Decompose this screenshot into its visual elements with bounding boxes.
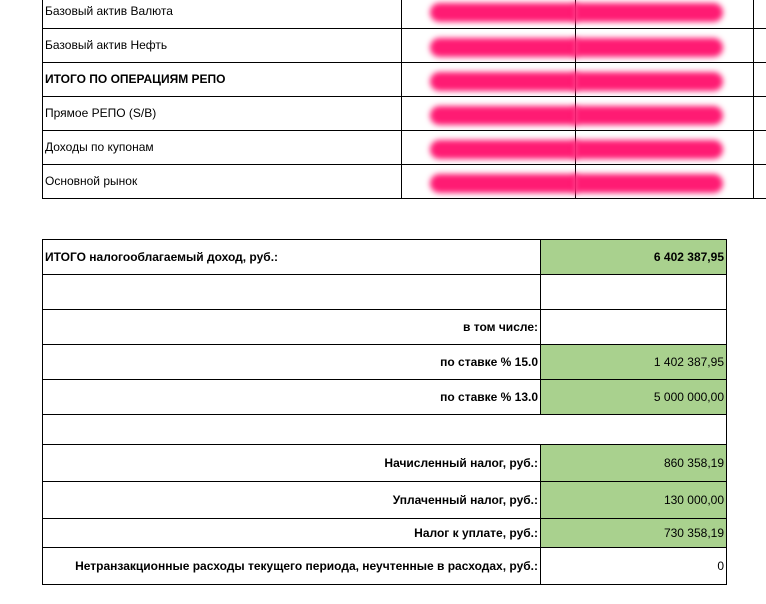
redaction-mark (430, 140, 577, 159)
table-row (43, 345, 727, 380)
paid-tax-label[interactable]: Уплаченный налог, руб.: (43, 482, 541, 519)
rate-13-label[interactable]: по ставке % 13.0 (43, 380, 541, 415)
redaction-mark (574, 38, 723, 57)
table-row (43, 130, 766, 164)
table-row (43, 164, 766, 198)
edge-cell[interactable] (754, 0, 766, 28)
redaction-mark (430, 174, 577, 193)
redaction-mark (430, 72, 577, 91)
edge-cell[interactable] (754, 96, 766, 130)
rate-15-label[interactable]: по ставке % 15.0 (43, 345, 541, 380)
table-row (43, 548, 727, 585)
table-row (43, 519, 727, 548)
table-row (43, 28, 766, 62)
total-income-label[interactable]: ИТОГО налогооблагаемый доход, руб.: (43, 240, 541, 275)
row-label[interactable]: ИТОГО ПО ОПЕРАЦИЯМ РЕПО (43, 62, 402, 96)
edge-cell[interactable] (754, 28, 766, 62)
rate-15-value[interactable]: 1 402 387,95 (541, 345, 727, 380)
accrued-tax-label[interactable]: Начисленный налог, руб.: (43, 445, 541, 482)
table-row (43, 62, 766, 96)
paid-tax-value[interactable]: 130 000,00 (541, 482, 727, 519)
redaction-mark (574, 72, 723, 91)
redaction-mark (430, 106, 577, 125)
redaction-mark (430, 3, 577, 22)
row-label[interactable]: Основной рынок (43, 164, 402, 198)
redacted-cell[interactable] (576, 62, 754, 96)
row-label[interactable]: Базовый актив Нефть (43, 28, 402, 62)
table-row (43, 380, 727, 415)
edge-cell[interactable] (754, 164, 766, 198)
rate-13-value[interactable]: 5 000 000,00 (541, 380, 727, 415)
redacted-cell[interactable] (576, 28, 754, 62)
redaction-mark (574, 140, 723, 159)
redacted-cell[interactable] (576, 96, 754, 130)
redacted-cell[interactable] (402, 28, 576, 62)
table-row (43, 275, 727, 310)
redaction-mark (430, 38, 577, 57)
table-row (43, 96, 766, 130)
nontransaction-expenses-label[interactable]: Нетранзакционные расходы текущего периода, неучтенные в расходах, руб.: (43, 548, 541, 585)
redacted-cell[interactable] (402, 96, 576, 130)
tax-summary-table (42, 239, 727, 585)
including-label[interactable]: в том числе: (43, 310, 541, 345)
empty-cell[interactable] (541, 310, 727, 345)
redacted-cell[interactable] (402, 164, 576, 198)
empty-cell[interactable] (43, 415, 727, 445)
empty-cell[interactable] (541, 275, 727, 310)
table-row (43, 482, 727, 519)
operations-table (42, 0, 766, 199)
table-row (43, 0, 766, 28)
tax-due-value[interactable]: 730 358,19 (541, 519, 727, 548)
redaction-mark (574, 3, 723, 22)
table-row (43, 445, 727, 482)
table-row (43, 415, 727, 445)
redacted-cell[interactable] (402, 130, 576, 164)
tax-due-label[interactable]: Налог к уплате, руб.: (43, 519, 541, 548)
table-row (43, 240, 727, 275)
edge-cell[interactable] (754, 62, 766, 96)
empty-cell[interactable] (43, 275, 541, 310)
redaction-mark (574, 174, 723, 193)
table-row (43, 310, 727, 345)
redaction-mark (574, 106, 723, 125)
redacted-cell[interactable] (576, 130, 754, 164)
redacted-cell[interactable] (576, 0, 754, 28)
redacted-cell[interactable] (402, 0, 576, 28)
nontransaction-expenses-value[interactable]: 0 (541, 548, 727, 585)
total-income-value[interactable]: 6 402 387,95 (541, 240, 727, 275)
row-label[interactable]: Прямое РЕПО (S/B) (43, 96, 402, 130)
row-label[interactable]: Базовый актив Валюта (43, 0, 402, 28)
edge-cell[interactable] (754, 130, 766, 164)
row-label[interactable]: Доходы по купонам (43, 130, 402, 164)
redacted-cell[interactable] (576, 164, 754, 198)
accrued-tax-value[interactable]: 860 358,19 (541, 445, 727, 482)
redacted-cell[interactable] (402, 62, 576, 96)
